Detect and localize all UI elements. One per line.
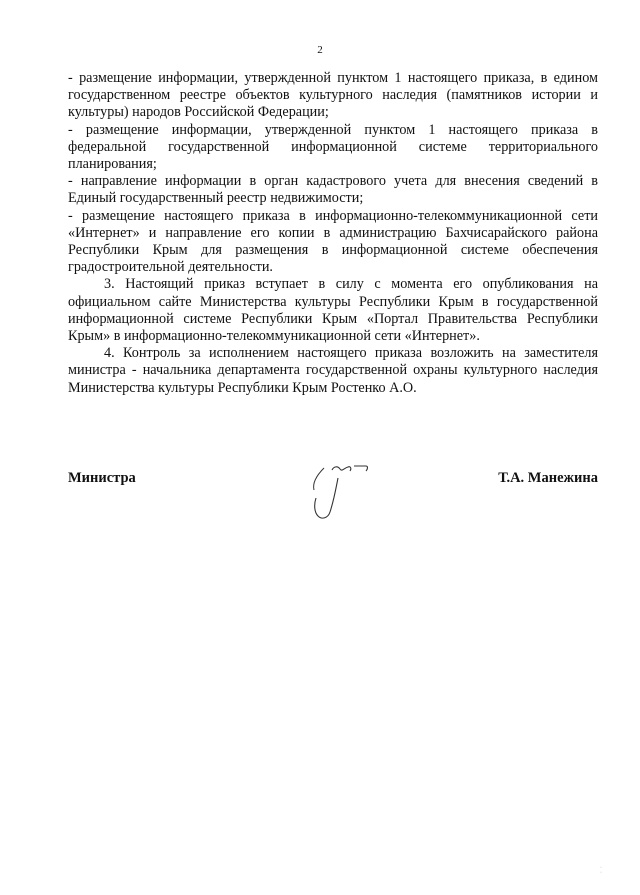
paragraph-registry: - размещение информации, утвержденной пунктом 1 настоящего приказа, в едином государственном реестре объектов культурного наследия (памятников истории и культуры) народов Российской Федерации; xyxy=(68,70,598,121)
paragraph-internet-publication: - размещение настоящего приказа в информационно-телекоммуникационной сети «Интернет» и направление его копии в администрацию Бахчисарайского района Республики Крым для размещения в информационной системе обеспечения градостроительной деятельности. xyxy=(68,207,598,276)
scan-artifact: · · xyxy=(600,865,602,876)
handwritten-signature xyxy=(304,460,394,530)
signature-block xyxy=(68,470,598,530)
page-number: 2 xyxy=(317,44,323,56)
signatory-name: Т.А. Манежина xyxy=(498,470,598,486)
document-body xyxy=(68,70,598,397)
paragraph-effective-date: 3. Настоящий приказ вступает в силу с момента его опубликования на официальном сайте Министерства культуры Республики Крым в государственной информационной системе Республики Крым «Портал Правительства Республики Крым» в информационно-телекоммуникационной сети «Интернет». xyxy=(68,276,598,345)
paragraph-territorial-planning: - размещение информации, утвержденной пунктом 1 настоящего приказа в федеральной государственной информационной системе территориального планирования; xyxy=(68,121,598,173)
paragraph-cadastral: - направление информации в орган кадастрового учета для внесения сведений в Единый государственный реестр недвижимости; xyxy=(68,173,598,207)
paragraph-control: 4. Контроль за исполнением настоящего приказа возложить на заместителя министра - начальника департамента государственной охраны культурного наследия Министерства культуры Республики Крым Ростенко А.О. xyxy=(68,345,598,396)
signatory-title: Министра xyxy=(68,470,136,486)
